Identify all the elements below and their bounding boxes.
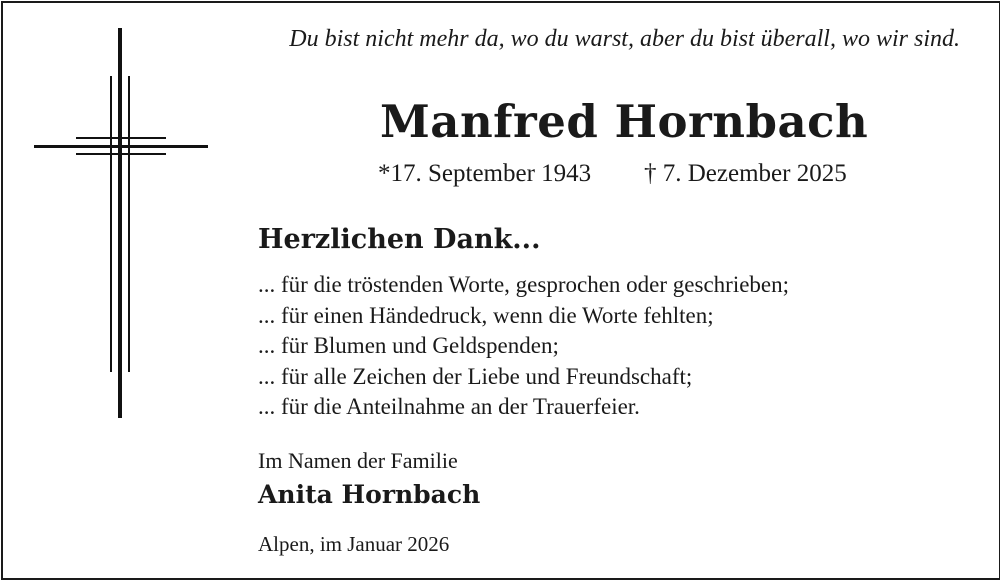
family-intro: Im Namen der Familie bbox=[258, 448, 458, 473]
thanks-item: ... für die tröstenden Worte, gesprochen oder geschrieben; bbox=[258, 272, 790, 297]
thanks-item: ... für die Anteilnahme an der Trauerfeier. bbox=[258, 394, 640, 419]
thanks-item: ... für einen Händedruck, wenn die Worte fehlten; bbox=[258, 302, 714, 328]
signer-name: Anita Hornbach bbox=[258, 480, 481, 509]
birth-date: *17. September 1943 bbox=[378, 160, 592, 187]
thanks-list bbox=[258, 270, 789, 423]
deceased-name: Manfred Hornbach bbox=[380, 95, 869, 148]
place-date: Alpen, im Januar 2026 bbox=[258, 532, 450, 556]
thanks-item: ... für alle Zeichen der Liebe und Freundschaft; bbox=[258, 363, 693, 389]
death-date: † 7. Dezember 2025 bbox=[644, 160, 847, 187]
life-dates bbox=[378, 160, 847, 188]
thanks-heading: Herzlichen Dank... bbox=[258, 224, 541, 255]
thanks-item: ... für Blumen und Geldspenden; bbox=[258, 333, 559, 358]
memorial-quote: Du bist nicht mehr da, wo du warst, aber du bist überall, wo wir sind. bbox=[289, 26, 960, 52]
cross-icon bbox=[34, 28, 208, 420]
